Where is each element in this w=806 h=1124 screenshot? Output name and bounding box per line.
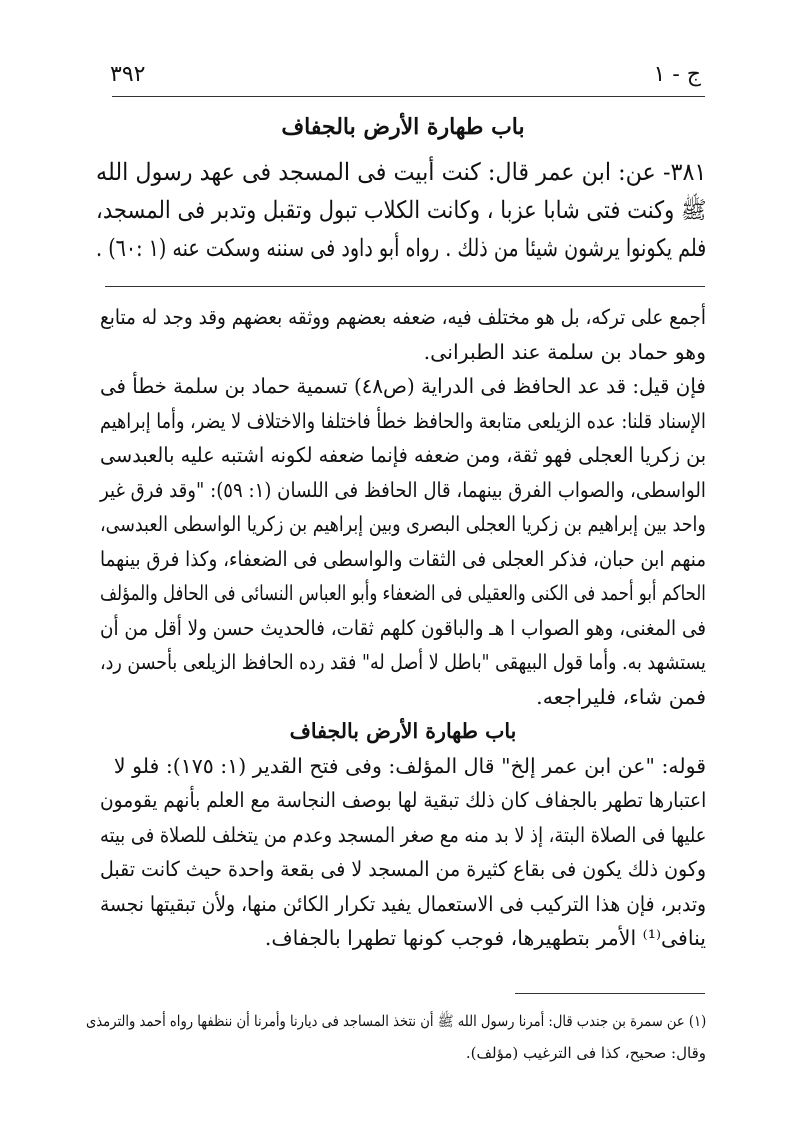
page-number: ٣٩٢ (110, 62, 146, 87)
footnote (86, 1005, 706, 1069)
commentary-line: وكون ذلك يكون فى بقاع كثيرة من المسجد لا فى بقعة واحدة حيث كانت تقبل (99, 857, 706, 881)
commentary-line: الحاكم أبو أحمد فى الكنى والعقيلى فى الضعفاء وأبو العباس النسائى فى الحافل والمؤلف (100, 581, 706, 605)
commentary-line: وهو حماد بن سلمة عند الطبرانى. (423, 339, 706, 364)
commentary-line: واحد بين إبراهيم بن زكريا العجلى البصرى وبين إبراهيم بن زكريا الواسطى العبدسى، (100, 512, 706, 536)
commentary-line: عليها فى الصلاة البتة، إذ لا بد منه مع صغر المسجد وعدم من يتخلف للصلاة فى بيته (99, 822, 706, 847)
hadith-line: ﷺ وكنت فتى شابا عزبا ، وكانت الكلاب تبول وتقبل وتدبر فى المسجد، (95, 196, 706, 224)
chapter-title: باب طهارة الأرض بالجفاف (281, 114, 525, 140)
commentary-line: فإن قيل: قد عد الحافظ فى الدراية (ص٤٨) تسمية حماد بن سلمة خطأ فى (100, 374, 706, 398)
commentary-line: فى المغنى، وهو الصواب ا هـ والباقون كلهم ثقات، فالحديث حسن ولا أقل من أن (99, 615, 706, 640)
commentary-line: فمن شاء، فليراجعه. (536, 684, 706, 709)
commentary-line: أجمع على تركه، بل هو مختلف فيه، ضعفه بعضهم ووثقه بعضهم وقد وجد له متابع (100, 305, 706, 329)
commentary-line: وتدبر، فإن هذا التركيب فى الاستعمال يفيد تكرار الكائن منها، ولأن تبقيتها نجسة (99, 891, 706, 916)
section-rule (105, 286, 705, 287)
commentary-line: منهم ابن حبان، فذكر العجلى فى الثقات والواسطى فى الضعفاء، وكذا فرق بينهما (99, 546, 706, 571)
commentary-line: الإسناد قلنا: عده الزيلعى متابعة والحافظ خطأ فاختلفا والاختلاف لا يضر، وأما إبراهيم (100, 408, 706, 433)
commentary-line: اعتبارها تطهر بالجفاف كان ذلك تبقية لها بوصف النجاسة مع العلم بأنهم يقومون (99, 788, 706, 812)
commentary-line: الواسطى، والصواب الفرق بينهما، قال الحافظ فى اللسان (١: ٥٩): "وقد فرق غير (100, 477, 706, 502)
footnote-line: وقال: صحيح، كذا فى الترغيب (مؤلف). (465, 1044, 706, 1062)
commentary-line: ينافى⁽¹⁾ الأمر بتطهيرها، فوجب كونها تطهرا بالجفاف. (264, 926, 706, 950)
volume-label: ج - ١ (653, 62, 701, 87)
hadith-text (96, 153, 706, 267)
footnote-rule (515, 993, 705, 994)
commentary-line: يستشهد به. وأما قول البيهقى "باطل لا أصل له" فقد رده الحافظ الزيلعى بأحسن رد، (100, 650, 706, 674)
footnote-line: (١) عن سمرة بن جندب قال: أمرنا رسول الله ﷺ أن نتخذ المساجد فى ديارنا وأمرنا أن ننظفها رواه أحمد والترمذى (85, 1012, 706, 1030)
header-rule (112, 96, 705, 97)
commentary-line: بن زكريا العجلى فهو ثقة، ومن ضعفه فإنما ضعفه لكونه اشتبه عليه بالعبدسى (99, 443, 706, 467)
section-subtitle: باب طهارة الأرض بالجفاف (289, 719, 517, 743)
hadith-line: ٣٨١- عن: ابن عمر قال: كنت أبيت فى المسجد فى عهد رسول الله (95, 158, 706, 186)
commentary-line: قوله: "عن ابن عمر إلخ" قال المؤلف: وفى فتح القدير (١: ١٧٥): فلو لا (113, 753, 706, 778)
commentary-text (100, 300, 706, 956)
hadith-line: فلم يكونوا يرشون شيئا من ذلك . رواه أبو داود فى سننه وسكت عنه (١ :٦٠) . (95, 234, 707, 262)
